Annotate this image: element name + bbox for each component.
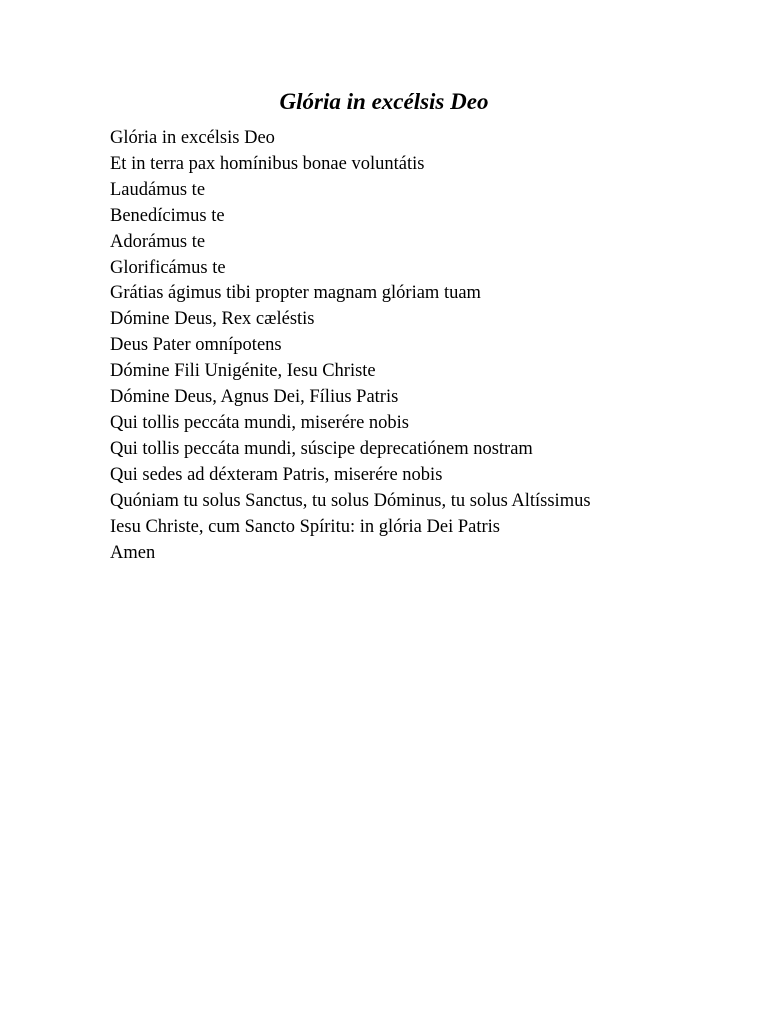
text-line: Quóniam tu solus Sanctus, tu solus Dóminus, tu solus Altíssimus <box>110 490 591 511</box>
text-line: Dómine Deus, Agnus Dei, Fílius Patris <box>110 387 399 408</box>
text-line: Grátias ágimus tibi propter magnam glóriam tuam <box>110 283 481 304</box>
text-line: Glorificámus te <box>110 257 226 278</box>
text-line: Glória in excélsis Deo <box>110 128 275 148</box>
text-line: Dómine Deus, Rex cæléstis <box>110 309 315 330</box>
text-lines <box>110 126 591 566</box>
page-title: Glória in excélsis Deo <box>279 89 489 114</box>
text-line: Deus Pater omnípotens <box>110 335 282 356</box>
text-line: Iesu Christe, cum Sancto Spíritu: in glória Dei Patris <box>110 516 500 537</box>
text-line: Qui tollis peccáta mundi, miserére nobis <box>110 412 410 433</box>
text-line: Benedícimus te <box>110 205 225 226</box>
text-line: Adorámus te <box>110 231 206 252</box>
text-line: Qui sedes ad déxteram Patris, miserére nobis <box>110 464 443 485</box>
text-line: Et in terra pax homínibus bonae voluntátis <box>110 153 425 174</box>
text-line: Laudámus te <box>110 179 206 200</box>
text-line: Dómine Fili Unigénite, Iesu Christe <box>110 361 376 382</box>
text-line: Amen <box>110 542 156 563</box>
text-line: Qui tollis peccáta mundi, súscipe deprecatiónem nostram <box>110 438 533 459</box>
